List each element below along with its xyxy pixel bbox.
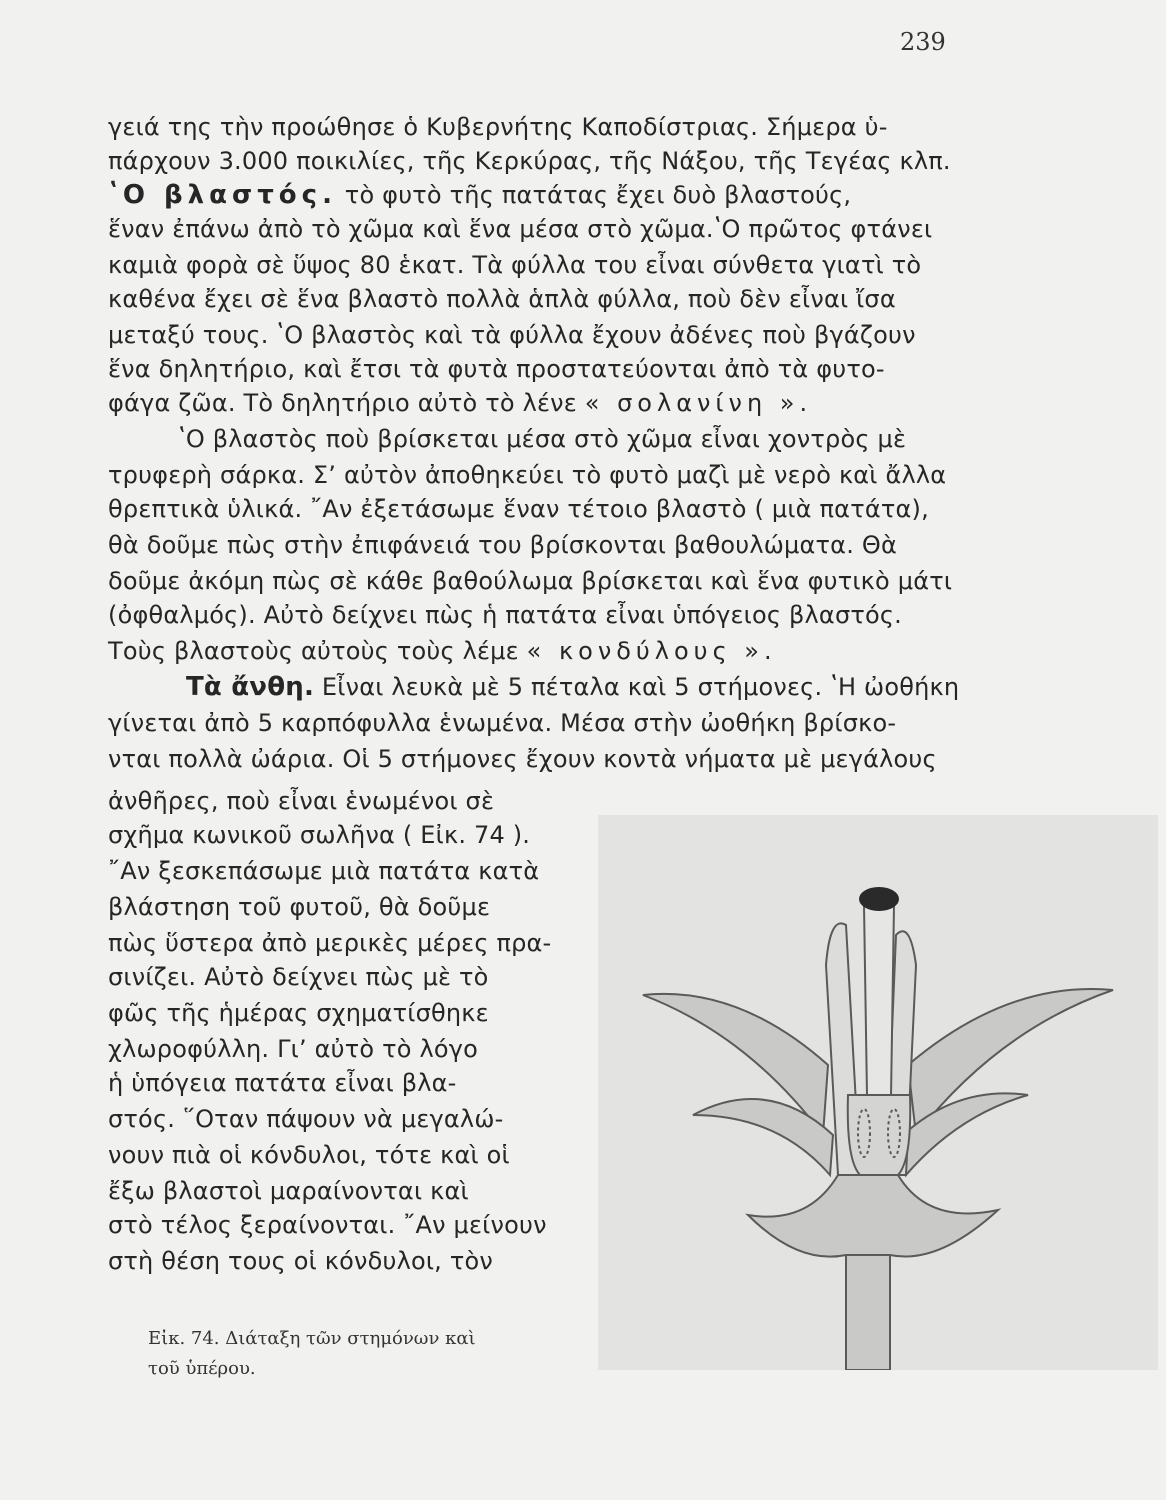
section-heading-blastos: ʽΟ βλαστός. [108,180,337,210]
text-line: θρεπτικὰ ὑλικά. ῎Αν ἐξετάσωμε ἕναν τέτοιο βλαστὸ ( μιὰ πατάτα), [108,495,929,523]
text-line [108,388,978,418]
text-line: πὼς ὕστερα ἀπὸ μερικὲς μέρες πρα- [108,929,552,957]
text-line: δοῦμε ἀκόμη πὼς σὲ κάθε βαθούλωμα βρίσκεται καὶ ἕνα φυτικὸ μάτι [108,567,953,595]
text-line: βλάστηση τοῦ φυτοῦ, θὰ δοῦμε [108,893,491,921]
text-line: στὸ τέλος ξεραίνονται. ῎Αν μείνουν [108,1211,547,1239]
text-line: ʽΟ βλαστὸς ποὺ βρίσκεται μέσα στὸ χῶμα εἶναι χοντρὸς μὲ [178,425,907,453]
term-solanini: « σολανίνη ». [584,389,813,417]
text-line: ἕνα δηλητήριο, καὶ ἔτσι τὰ φυτὰ προστατεύονται ἀπὸ τὰ φυτο- [108,355,885,383]
text-line-start: φάγα ζῶα. Τὸ δηλητήριο αὐτὸ τὸ λένε [108,389,577,417]
text-line: ἔξω βλαστοὶ μαραίνονται καὶ [108,1177,469,1205]
flower-stem [846,1255,890,1370]
page-number: 239 [900,28,946,56]
text-line [108,180,978,210]
text-line: θὰ δοῦμε πὼς στὴν ἐπιφάνειά του βρίσκονται βαθουλώματα. Θὰ [108,531,897,559]
figure-caption-line: Εἰκ. 74. Διάταξη τῶν στημόνων καὶ [148,1328,476,1349]
figure-caption-line: τοῦ ὑπέρου. [148,1358,256,1379]
stigma [859,887,899,911]
text-line: στός. ῞Οταν πάψουν νὰ μεγαλώ- [108,1105,504,1133]
text-line: σινίζει. Αὐτὸ δείχνει πὼς μὲ τὸ [108,963,489,991]
text-line-rest: Εἶναι λευκὰ μὲ 5 πέταλα καὶ 5 στήμονες. ʽΗ ὠοθήκη [321,673,960,701]
text-line: ἡ ὑπόγεια πατάτα εἶναι βλα- [108,1069,457,1097]
section-heading-anthi: Τὰ ἄνθη. [186,672,315,702]
text-line: σχῆμα κωνικοῦ σωλῆνα ( Εἰκ. 74 ). [108,821,531,849]
text-line: τρυφερὴ σάρκα. Σ’ αὐτὸν ἀποθηκεύει τὸ φυτὸ μαζὶ μὲ νερὸ καὶ ἄλλα [108,461,947,489]
text-line: ἕναν ἐπάνω ἀπὸ τὸ χῶμα καὶ ἕνα μέσα στὸ χῶμα.ʽΟ πρῶτος φτάνει [108,215,933,243]
text-line: νται πολλὰ ὠάρια. Οἱ 5 στήμονες ἔχουν κοντὰ νήματα μὲ μεγάλους [108,745,937,773]
text-line: (ὀφθαλμός). Αὐτὸ δείχνει πὼς ἡ πατάτα εἶναι ὑπόγειος βλαστός. [108,601,903,629]
text-line: χλωροφύλλη. Γι’ αὐτὸ τὸ λόγο [108,1035,479,1063]
text-line: φῶς τῆς ἡμέρας σχηματίσθηκε [108,999,489,1027]
text-line: πάρχουν 3.000 ποικιλίες, τῆς Κερκύρας, τῆς Νάξου, τῆς Τεγέας κλπ. [108,147,951,175]
text-line: γίνεται ἀπὸ 5 καρπόφυλλα ἑνωμένα. Μέσα στὴν ὠοθήκη βρίσκο- [108,709,897,737]
text-line-start: Τοὺς βλαστοὺς αὐτοὺς τοὺς λέμε [108,637,519,665]
text-line: νουν πιὰ οἱ κόνδυλοι, τότε καὶ οἱ [108,1141,510,1169]
text-line: γειά της τὴν προώθησε ὁ Κυβερνήτης Καποδίστριας. Σήμερα ὑ- [108,113,888,141]
text-line: στὴ θέση τους οἱ κόνδυλοι, τὸν [108,1247,493,1275]
figure-74-illustration [598,815,1158,1370]
text-line: ἀνθῆρες, ποὺ εἶναι ἑνωμένοι σὲ [108,787,495,815]
text-line-rest: τὸ φυτὸ τῆς πατάτας ἔχει δυὸ βλαστούς, [344,181,852,209]
flower-diagram [598,815,1158,1370]
text-line: μεταξύ τους. ʽΟ βλαστὸς καὶ τὰ φύλλα ἔχουν ἀδένες ποὺ βγάζουν [108,321,916,349]
text-line: καμιὰ φορὰ σὲ ὕψος 80 ἑκατ. Τὰ φύλλα του εἶναι σύνθετα γιατὶ τὸ [108,251,922,279]
text-line [186,672,976,702]
term-kondylous: « κονδύλους ». [526,637,777,665]
text-line [108,636,978,666]
text-line: ῎Αν ξεσκεπάσωμε μιὰ πατάτα κατὰ [108,857,540,885]
text-line: καθένα ἔχει σὲ ἕνα βλαστὸ πολλὰ ἁπλὰ φύλλα, ποὺ δὲν εἶναι ἴσα [108,285,896,313]
flower-receptacle [748,1175,998,1257]
